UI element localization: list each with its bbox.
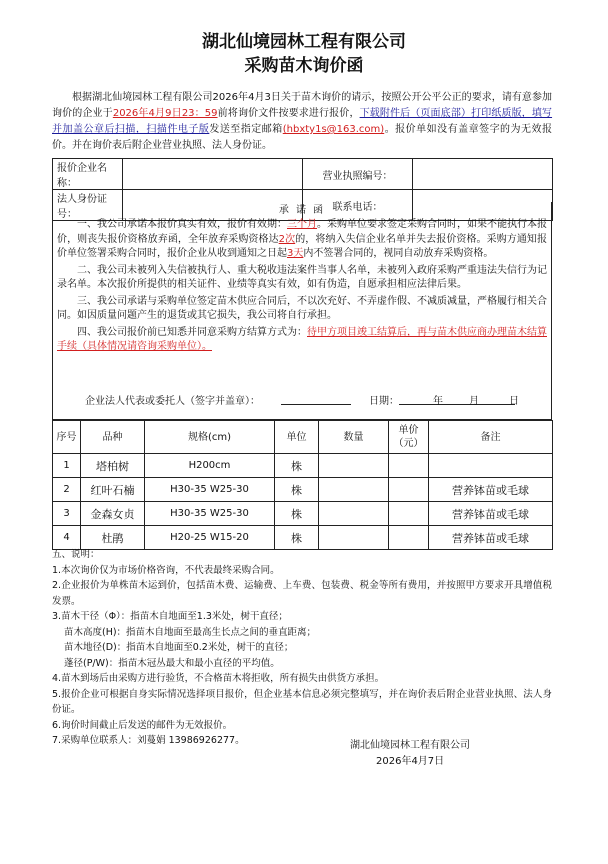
row-remark: 营养钵苗或毛球 [429,526,553,550]
sign-days: 3天 [287,248,304,259]
notes-section [52,547,552,749]
commitment-title: 承 诺 函 [278,205,326,216]
signature-label: 企业法人代表或委托人（签字并盖章）： [85,396,260,407]
row-price-cell[interactable] [389,526,429,550]
seedling-price-table [52,420,553,550]
notes-heading: 五、说明： [52,549,100,560]
company-title: 湖北仙境园林工程有限公司 [202,32,406,52]
validity-period: 三个月 [287,219,317,230]
footer-company-text: 湖北仙境园林工程有限公司 [350,740,470,751]
forfeit-times: 2次 [278,233,296,245]
footer-date-text: 2026年4月7日 [376,756,445,767]
row-variety: 塔柏树 [81,454,145,478]
download-instruction-link[interactable]: 下载附件后（页面底部）打印纸质版，填写并加盖公章后扫描，扫描件电子版 [52,108,553,135]
table-row [53,478,553,502]
date-line[interactable] [399,392,515,405]
row-unit: 株 [275,454,319,478]
row-no: 4 [53,526,81,550]
date-day: 日 [509,396,519,407]
note-item: 4.苗木到场后由采购方进行验货，不合格苗木将拒收，所有损失由供货方承担。 [52,673,385,684]
header-variety: 品种 [81,421,145,454]
note-item: 3.苗木干径（Φ）：指苗木自地面至1.3米处，树干直径； [52,611,288,622]
row-unit: 株 [275,478,319,502]
row-price-cell[interactable] [389,478,429,502]
row-remark [429,454,553,478]
company-info-row-1 [53,159,553,190]
date-month: 月 [469,396,479,407]
header-no: 序号 [53,421,81,454]
commitment-clause-4: 四、我公司报价前已知悉并同意采购方结算方式为：待甲方项目竣工结算后，再与苗木供应商办理苗木结算手续（具体情况请咨询采购单位）。 [57,326,547,352]
commitment-clause-3: 三、我公司承诺与采购单位签定苗木供应合同后，不以次充好、不弄虚作假、不减质减量，严格履行相关合同。如因质量问题产生的退货或其它损失，我公司将自行承担。 [57,295,547,321]
header-remark: 备注 [429,421,553,454]
table-row [53,502,553,526]
note-item: 1.本次询价仅为市场价格咨询，不代表最终采购合同。 [52,564,280,576]
row-spec: H30-35 W25-30 [145,478,275,502]
row-price-cell[interactable] [389,454,429,478]
license-number-label: 营业执照编号： [303,159,413,190]
row-spec: H200cm [145,454,275,478]
date-label: 日期： [369,396,399,407]
document-title: 采购苗木询价函 [244,56,364,76]
date-year: 年 [433,396,443,407]
header-unit: 单位 [275,421,319,454]
deadline-text: 2026年4月9日23：59 [112,108,218,119]
note-item: 7.采购单位联系人：刘蔓娟 13986926277。 [52,735,245,746]
row-unit: 株 [275,526,319,550]
row-no: 3 [53,502,81,526]
intro-text-1: 根据湖北仙境园林工程有限公司2026年4月3日关于苗木询价的请示，按照公开公平公正的要求，请有意参加询价的企业于 [52,92,552,119]
settlement-terms: 待甲方项目竣工结算后，再与苗木供应商办理苗木结算手续（具体情况请咨询采购单位）。 [57,326,547,352]
intro-text-3: 发送至指定邮箱 [209,124,283,135]
table-row [53,526,553,550]
note-item: 5.报价企业可根据自身实际情况选择项目报价，但企业基本信息必须完整填写，并在询价表后附企业营业执照、法人身份证。 [52,688,552,715]
row-price-cell[interactable] [389,502,429,526]
header-quantity: 数量 [319,421,389,454]
commitment-clause-1: 一、我公司承诺本报价真实有效，报价有效期：三个月。采购单位要求签定采购合同时，如果不能执行本报价，则丧失报价资格放弃函，全年放弃采购资格达2次的，将纳入失信企业名单并失去报价资格。采购方通知报价单位签署采购合同时，报价企业从收到通知之日起3天内不签署合同的，视同自动放弃采购资格。 [57,219,547,259]
table-header-row [53,421,553,454]
row-spec: H20-25 W15-20 [145,526,275,550]
company-name-label: 报价企业名称： [53,159,123,190]
table-row [53,454,553,478]
email-link[interactable]: (hbxty1s@163.com) [282,124,385,135]
row-variety: 红叶石楠 [81,478,145,502]
intro-text-4: 。报价单如没有盖章签字的为无效报价。并在询价表后附企业营业执照、法人身份证。 [52,124,553,151]
note-item: 苗木高度(H)：指苗木自地面至最高生长点之间的垂直距离； [64,626,317,638]
phone-label: 联系电话： [303,190,413,221]
row-quantity-cell[interactable] [319,526,389,550]
note-item: 2.企业报价为单株苗木运到价，包括苗木费、运输费、上车费、包装费、税金等所有费用，并按照甲方要求开具增值税发票。 [52,580,552,607]
note-item: 蓬径(P/W)：指苗木冠丛最大和最小直径的平均值。 [64,657,280,669]
row-spec: H30-35 W25-30 [145,502,275,526]
row-unit: 株 [275,502,319,526]
intro-text-2: 前将询价文件按要求进行报价， [217,108,360,119]
row-no: 1 [53,454,81,478]
license-number-field[interactable] [413,159,553,190]
header-spec: 规格(cm) [145,421,275,454]
company-name-field[interactable] [123,159,303,190]
row-quantity-cell[interactable] [319,478,389,502]
note-item: 苗木地径(D)：指苗木自地面至0.2米处，树干的直径； [64,642,294,653]
signature-line[interactable] [281,392,351,405]
intro-paragraph [52,90,552,154]
row-quantity-cell[interactable] [319,502,389,526]
row-no: 2 [53,478,81,502]
row-variety: 金森女贞 [81,502,145,526]
note-item: 6.询价时间截止后发送的邮件为无效报价。 [52,719,233,731]
header-unit-price: 单价（元） [389,421,429,454]
commitment-clause-2: 二、我公司未被列入失信被执行人、重大税收违法案件当事人名单，未被列入政府采购严重违法失信行为记录名单。本次报价所提供的相关证件、业绩等真实有效，如有伪造，自愿承担相应法律后果。 [57,264,547,290]
row-remark: 营养钵苗或毛球 [429,502,553,526]
legal-id-label: 法人身份证号： [53,190,123,221]
row-quantity-cell[interactable] [319,454,389,478]
row-remark: 营养钵苗或毛球 [429,478,553,502]
row-variety: 杜鹃 [81,526,145,550]
commitment-letter [52,202,552,420]
